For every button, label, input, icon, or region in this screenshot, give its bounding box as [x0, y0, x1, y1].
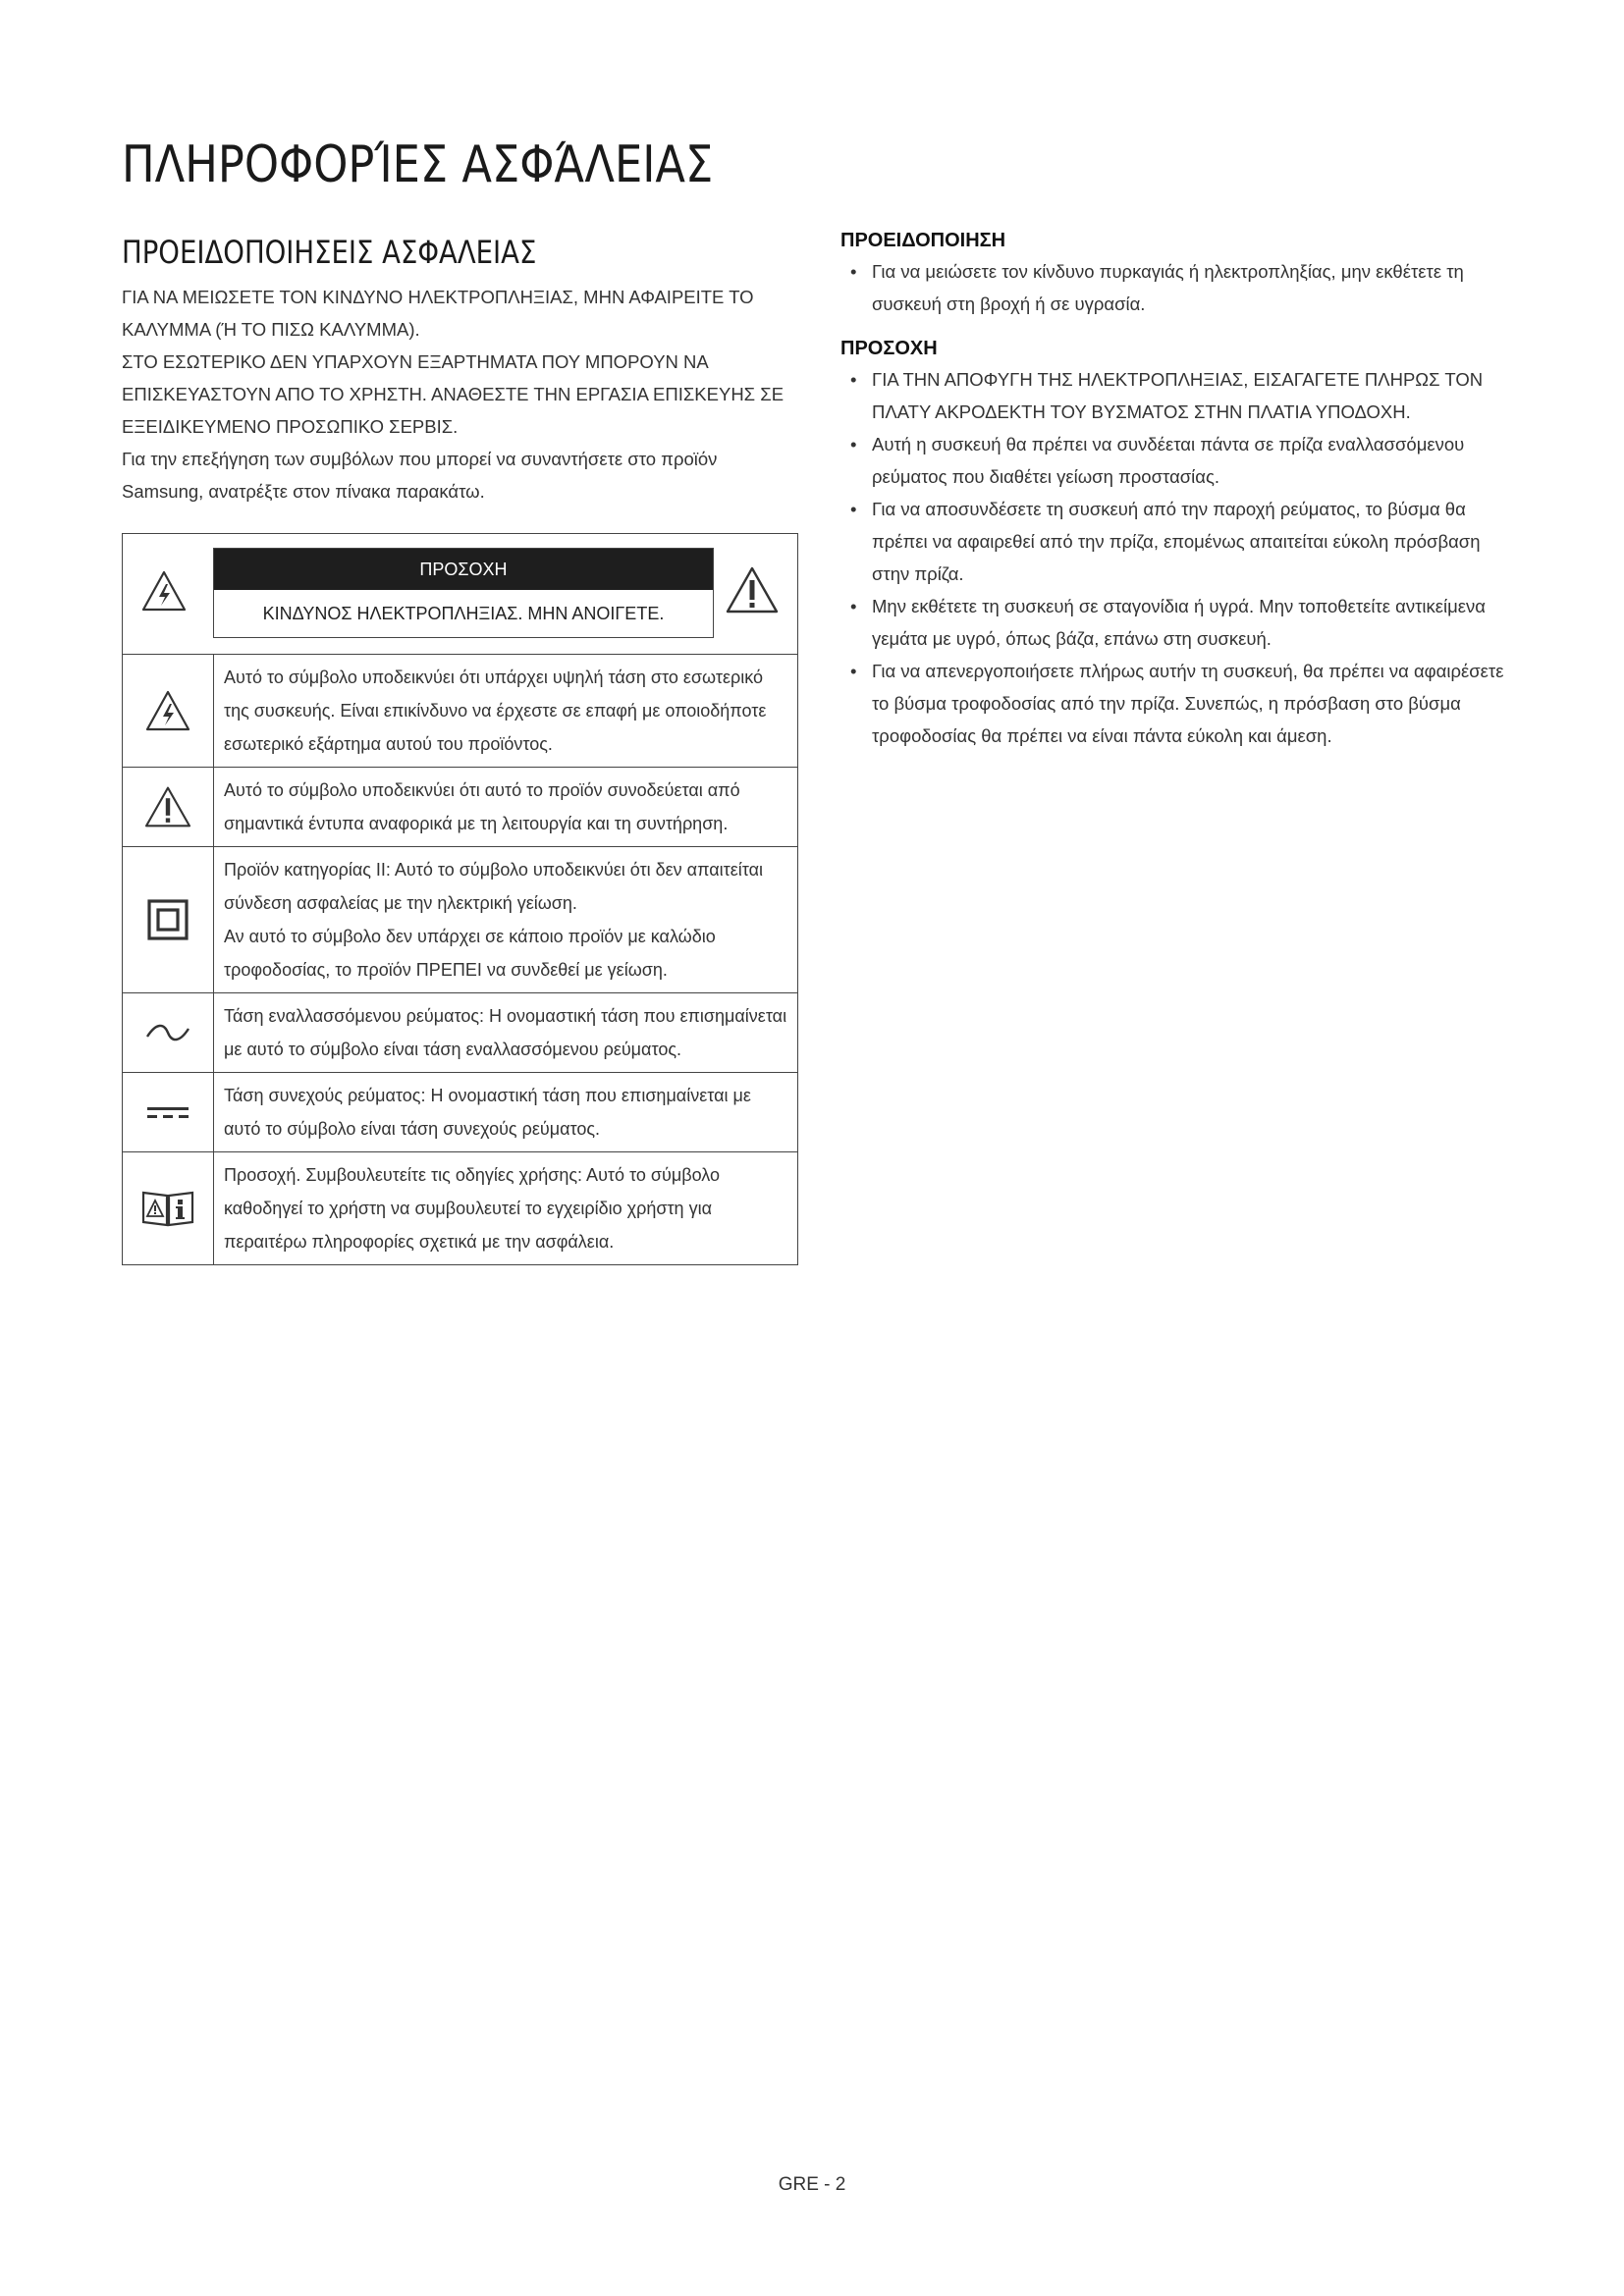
table-row [123, 993, 798, 1073]
symbol-description: Τάση εναλλασσόμενου ρεύματος: Η ονομαστική τάση που επισημαίνεται με αυτό το σύμβολο είναι τάση εναλλασσόμενου ρεύματος. [214, 993, 798, 1073]
symbol-description: Αυτό το σύμβολο υποδεικνύει ότι υπάρχει υψηλή τάση στο εσωτερικό της συσκευής. Είναι επικίνδυνο να έρχεστε σε επαφή με οποιοδήποτε εσωτερικό εξάρτημα αυτού του προϊόντος. [214, 655, 798, 768]
list-item: • Για να μειώσετε τον κίνδυνο πυρκαγιάς ή ηλεκτροπληξίας, μην εκθέτετε τη συσκευή στη βροχή ή σε υγρασία. [840, 255, 1518, 320]
list-item: • Αυτή η συσκευή θα πρέπει να συνδέεται πάντα σε πρίζα εναλλασσόμενου ρεύματος που διαθέτει γείωση προστασίας. [840, 428, 1518, 493]
warning-heading: ΠΡΟΕΙΔΟΠΟΙΗΣΗ [840, 230, 1006, 251]
class-ii-grounding-text: Αν αυτό το σύμβολο δεν υπάρχει σε κάποιο προϊόν με καλώδιο τροφοδοσίας, το προϊόν ΠΡΕΠΕΙ να συνδεθεί με γείωση. [224, 927, 716, 980]
list-item: • Μην εκθέτετε τη συσκευή σε σταγονίδια ή υγρά. Μην τοποθετείτε αντικείμενα γεμάτα με υγρό, όπως βάζα, επάνω στη συσκευή. [840, 590, 1518, 655]
caution-label-box [213, 548, 714, 638]
high-voltage-icon [144, 702, 191, 719]
caution-list [840, 363, 1518, 752]
caution-label-subtitle: ΚΙΝΔΥΝΟΣ ΗΛΕΚΤΡΟΠΛΗΞΙΑΣ. ΜΗΝ ΑΝΟΙΓΕΤΕ. [262, 604, 665, 623]
page-number: GRE - 2 [778, 2174, 846, 2195]
high-voltage-icon [140, 569, 188, 613]
symbol-description: Προσοχή. Συμβουλευτείτε τις οδηγίες χρήσης: Αυτό το σύμβολο καθοδηγεί το χρήστη να συμβουλευτεί το εγχειρίδιο χρήστη για περαιτέρω πληροφορίες σχετικά με την ασφάλεια. [214, 1152, 798, 1265]
class-ii-double-square-icon [146, 911, 189, 928]
list-item: • ΓΙΑ ΤΗΝ ΑΠΟΦΥΓΗ ΤΗΣ ΗΛΕΚΤΡΟΠΛΗΞΙΑΣ, ΕΙΣΑΓΑΓΕΤΕ ΠΛΗΡΩΣ ΤΟΝ ΠΛΑΤΥ ΑΚΡΟΔΕΚΤΗ ΤΟΥ ΒΥΣΜΑΤΟΣ ΣΤΗΝ ΠΛΑΤΙΑ ΥΠΟΔΟΧΗ. [840, 363, 1518, 428]
table-row [123, 1152, 798, 1265]
caution-exclamation-icon [725, 565, 780, 614]
symbol-description: Αυτό το σύμβολο υποδεικνύει ότι αυτό το προϊόν συνοδεύεται από σημαντικά έντυπα αναφορικά με τη λειτουργία και τη συντήρηση. [214, 768, 798, 847]
icon-cell [123, 655, 214, 768]
list-item: • Για να απενεργοποιήσετε πλήρως αυτήν τη συσκευή, θα πρέπει να αφαιρέσετε το βύσμα τροφοδοσίας από την πρίζα. Συνεπώς, η πρόσβαση στο βύσμα τροφοδοσίας θα πρέπει να είναι πάντα εύκολη και άμεση. [840, 655, 1518, 752]
cover-warning-text: ΓΙΑ ΝΑ ΜΕΙΩΣΕΤΕ ΤΟΝ ΚΙΝΔΥΝΟ ΗΛΕΚΤΡΟΠΛΗΞΙΑΣ, ΜΗΝ ΑΦΑΙΡΕΙΤΕ ΤΟ ΚΑΛΥΜΜΑ (Ή ΤΟ ΠΙΣΩ ΚΑΛΥΜΜΑ). [122, 287, 754, 340]
symbol-description: Τάση συνεχούς ρεύματος: Η ονομαστική τάση που επισημαίνεται με αυτό το σύμβολο είναι τάση συνεχούς ρεύματος. [214, 1073, 798, 1152]
icon-cell [123, 847, 214, 993]
caution-label-title: ΠΡΟΣΟΧΗ [214, 549, 713, 590]
warning-list [840, 255, 1518, 320]
safety-warnings-heading: ΠΡΟΕΙΔΟΠΟΙΗΣΕΙΣ ΑΣΦΑΛΕΙΑΣ [122, 234, 537, 271]
symbol-description [214, 847, 798, 993]
table-header-row [123, 534, 798, 655]
symbols-intro-text: Για την επεξήγηση των συμβόλων που μπορεί να συναντήσετε στο προϊόν Samsung, ανατρέξτε στον πίνακα παρακάτω. [122, 449, 718, 502]
caution-exclamation-icon [143, 798, 192, 815]
table-row [123, 768, 798, 847]
list-item: • Για να αποσυνδέσετε τη συσκευή από την παροχή ρεύματος, το βύσμα θα πρέπει να αφαιρεθεί από την πρίζα, επομένως απαιτείται εύκολη πρόσβαση στην πρίζα. [840, 493, 1518, 590]
caution-heading: ΠΡΟΣΟΧΗ [840, 338, 938, 359]
icon-cell [123, 993, 214, 1073]
icon-cell [123, 1073, 214, 1152]
page-title: ΠΛΗΡΟΦΟΡΊΕΣ ΑΣΦΆΛΕΙΑΣ [122, 135, 714, 194]
no-user-parts-text: ΣΤΟ ΕΣΩΤΕΡΙΚΟ ΔΕΝ ΥΠΑΡΧΟΥΝ ΕΞΑΡΤΗΜΑΤΑ ΠΟΥ ΜΠΟΡΟΥΝ ΝΑ ΕΠΙΣΚΕΥΑΣΤΟΥΝ ΑΠΟ ΤΟ ΧΡΗΣΤΗ. ΑΝΑΘΕΣΤΕ ΤΗΝ ΕΡΓΑΣΙΑ ΕΠΙΣΚΕΥΗΣ ΣΕ ΕΞΕΙΔΙΚΕΥΜΕΝΟ ΠΡΟΣΩΠΙΚΟ ΣΕΡΒΙΣ. [122, 351, 785, 437]
consult-instructions-icon [140, 1200, 195, 1216]
icon-cell [123, 768, 214, 847]
table-row [123, 655, 798, 768]
left-column [122, 234, 799, 1265]
dc-voltage-icon [144, 1103, 191, 1120]
table-row [123, 847, 798, 993]
right-column [840, 226, 1518, 766]
ac-voltage-icon [144, 1024, 191, 1041]
icon-cell [123, 1152, 214, 1265]
symbols-table [122, 533, 798, 1265]
table-row [123, 1073, 798, 1152]
class-ii-text: Προϊόν κατηγορίας ΙΙ: Αυτό το σύμβολο υποδεικνύει ότι δεν απαιτείται σύνδεση ασφαλείας με την ηλεκτρική γείωση. [224, 860, 764, 913]
